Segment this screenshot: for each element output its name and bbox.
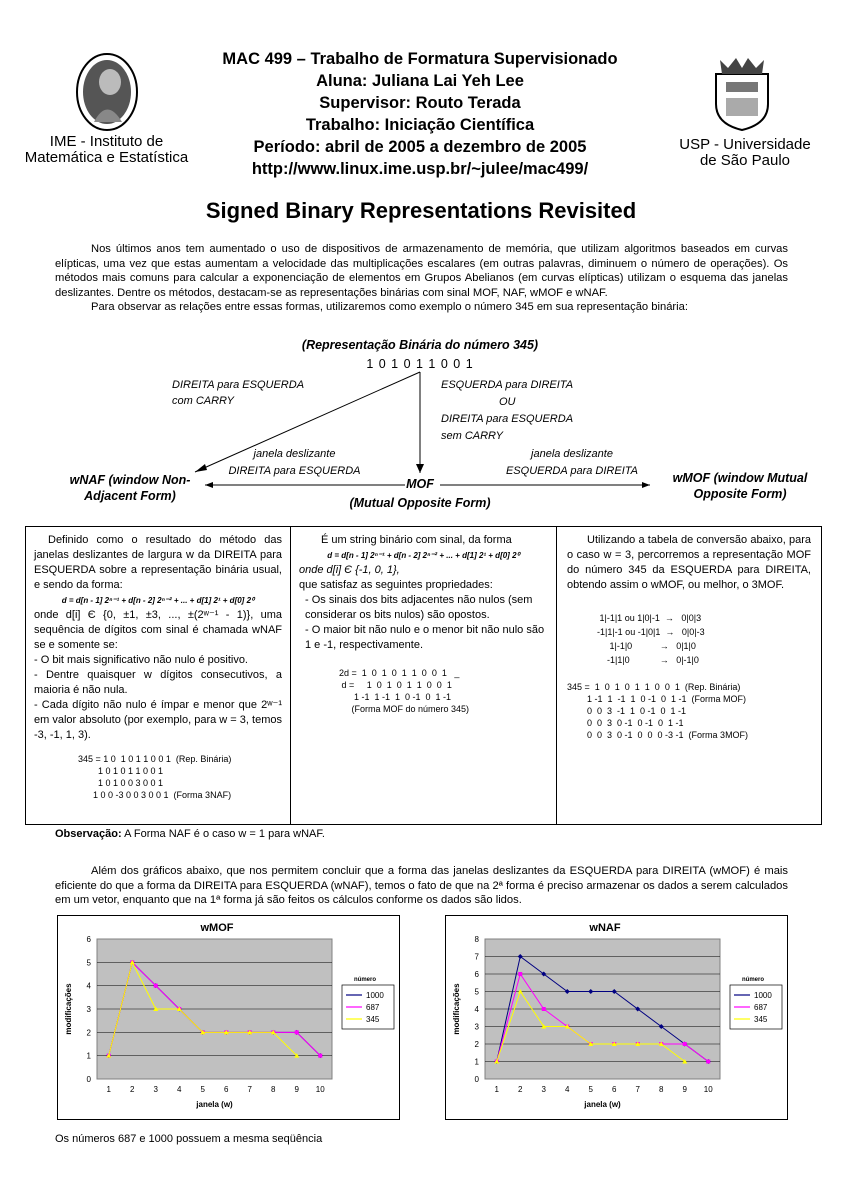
legend-label: 345 [366, 1015, 380, 1024]
mof-definition: É um string binário com sinal, da forma d = d[n - 1] 2ⁿ⁻¹ + d[n - 2] 2ⁿ⁻² + ... + d[1] 2¹ + d[0] 2⁰ onde d[i] Є {-1, 0, 1}, que satisfaz as seguintes propriedades: - Os sinais dos bits adjacentes não nulos (sem considerar os bits nulos) são opostos. - O maior bit não nulo e o menor bit não nulo são 1 e -1, respectivamente. 2d = 1 0 1 0 1 1 0 0 1 _ d = 1 0 1 0 1 1 0 0 1 1 -1 1 -1 1 0 -1 0 1 -1 (Forma MOF do número 345) [291, 533, 556, 715]
data-point-687 [318, 1054, 322, 1058]
right-window-label: janela deslizante ESQUERDA para DIREITA [505, 448, 639, 477]
x-tick-label: 1 [494, 1085, 499, 1094]
legend-title: número [742, 977, 765, 983]
observation: Observação: A Forma NAF é o caso w = 1 para wNAF. [55, 828, 325, 840]
header-block [190, 48, 650, 180]
wnaf-node: wNAF (window Non- Adjacent Form) [69, 473, 191, 503]
intro-text [55, 242, 788, 315]
x-tick-label: 6 [224, 1085, 229, 1094]
x-tick-label: 5 [588, 1085, 593, 1094]
wnaf-definition: Definido como o resultado do método das janelas deslizantes de largura w da DIREITA para ESQUERDA sobre a representação binária usual, e sendo da forma: d = d[n - 1] 2ⁿ⁻¹ + d[n - 2] 2ⁿ⁻² + ... + d[1] 2¹ + d[0] 2⁰ onde d[i] Є {0, ±1, ±3, ..., ±(2ʷ⁻¹ - 1)}, uma sequência de dígitos com sinal é chamada wNAF se e somente se: - O bit mais significativo não nulo é positivo. - Dentre quaisquer w dígitos consecutivos, a maioria é não nula. - Cada dígito não nulo é ímpar e menor que 2ʷ⁻¹ em valor absoluto (por exemplo, para w = 3, temos -3, -1, 1, 3). 345 = 1 0 1 0 1 1 0 0 1 (Rep. Binária) 1 0 1 0 1 1 0 0 1 1 0 1 0 0 3 0 0 1 1 0 0 -3 0 0 3 0 0 1 (Forma 3NAF) [34, 534, 282, 800]
usp-crest-icon [706, 52, 778, 132]
period-line: Período: abril de 2005 a dezembro de 2005 [253, 138, 587, 156]
x-tick-label: 2 [130, 1085, 135, 1094]
x-tick-label: 8 [271, 1085, 276, 1094]
legend-label: 687 [754, 1003, 768, 1012]
y-tick-label: 4 [474, 1005, 479, 1014]
url-link[interactable]: http://www.linux.ime.usp.br/~julee/mac499/ [251, 160, 589, 178]
y-tick-label: 6 [474, 970, 479, 979]
y-tick-label: 2 [86, 1028, 91, 1038]
x-tick-label: 6 [612, 1085, 617, 1094]
y-tick-label: 2 [474, 1040, 479, 1049]
binary-345: 1 0 1 0 1 1 0 0 1 [366, 357, 474, 371]
conversion-table: 1|-1|1 ou 1|0|-1 → 0|0|3 -1|1|-1 ou -1|0|1 → 0|0|-3 1|-1|0 → 0|1|0 -1|1|0 → 0|-1|0 [597, 613, 705, 665]
course-title: MAC 499 – Trabalho de Formatura Supervisionado [222, 50, 618, 68]
chart-title: wNAF [589, 922, 621, 934]
x-tick-label: 4 [565, 1085, 570, 1094]
mof-example: 2d = 1 0 1 0 1 1 0 0 1 _ d = 1 0 1 0 1 1 0 0 1 1 -1 1 -1 1 0 -1 0 1 -1 (Forma MOF do número 345) [339, 668, 470, 714]
x-tick-label: 5 [200, 1085, 205, 1094]
y-tick-label: 3 [86, 1005, 91, 1014]
legend-label: 687 [366, 1003, 380, 1012]
x-tick-label: 4 [177, 1085, 182, 1094]
intro-paragraph-1: Nos últimos anos tem aumentado o uso de dispositivos de armazenamento de memória, que utilizam algoritmos baseados em curvas elípticas, uma vez que estas aumentam a velocidade das multiplicações escalares (em outras palavras, diminuem o número de operações). Os métodos mais comuns para calcular a exponenciação de elementos em Grupos Abelianos (em curvas elípticas) utilizam o esquema das janelas deslizantes. Dentre os métodos, destacam-se as representações binárias com sinal MOF, NAF, wMOF e wNAF. [55, 243, 788, 299]
x-tick-label: 10 [315, 1085, 325, 1094]
usp-logo [706, 52, 778, 132]
x-axis-label: janela (w) [584, 1100, 621, 1109]
y-tick-label: 1 [86, 1051, 91, 1061]
y-tick-label: 1 [474, 1057, 479, 1067]
supervisor-line: Supervisor: Routo Terada [319, 94, 521, 112]
y-axis-label: modificações [64, 983, 73, 1035]
definitions-box [25, 526, 822, 825]
y-tick-label: 7 [474, 952, 479, 962]
wmof-explanation: Utilizando a tabela de conversão abaixo, para o caso w = 3, percorremos a representação MOF do número 345 da ESQUERDA para DIREITA, obtendo assim o wMOF, ou melhor, o 3MOF. 1|-1|1 ou 1|0|-1 → 0|0|3 -1|1|-1 ou -1|0|1 → 0|0|-3 1|-1|0 → 0|1|0 -1|1|0 → 0|-1|0 345 = 1 0 1 0 1 1 0 0 1 (Rep. Binária) 1 -1 1 -1 1 0 -1 0 1 -1 (Forma MOF) 0 0 3 -1 1 0 -1 0 1 -1 0 0 3 0 -1 0 -1 0 1 -1 0 0 3 0 -1 0 0 0 -3 -1 (Forma 3MOF) [567, 534, 811, 740]
ime-caption: IME - Instituto de Matemática e Estatística [24, 133, 189, 166]
x-tick-label: 3 [153, 1085, 158, 1094]
x-tick-label: 7 [247, 1085, 252, 1094]
y-tick-label: 8 [474, 935, 479, 944]
y-tick-label: 3 [474, 1022, 479, 1032]
y-tick-label: 5 [474, 987, 479, 997]
mof-subtitle: (Mutual Opposite Form) [349, 496, 491, 510]
charts-paragraph: Além dos gráficos abaixo, que nos permitem concluir que a forma das janelas deslizantes da ESQUERDA para DIREITA (wMOF) é mais eficiente do que a forma da DIREITA para ESQUERDA (wNAF), temos o fato de que na 2ª forma é preciso armazenar os dados a serem calculados em um vetor, enquanto que na 1ª forma já são feitos os cálculos conforme os dados são lidos. [55, 865, 788, 907]
mof-node: MOF [406, 477, 434, 491]
3mof-example: 345 = 1 0 1 0 1 1 0 0 1 (Rep. Binária) 1 -1 1 -1 1 0 -1 0 1 -1 (Forma MOF) 0 0 3 -1 1 0 -1 0 1 -1 0 0 3 0 -1 0 -1 0 1 -1 0 0 3 0 -1 0 0 0 -3 -1 (Forma 3MOF) [567, 682, 749, 740]
data-point-687 [542, 1007, 546, 1011]
3naf-example: 345 = 1 0 1 0 1 1 0 0 1 (Rep. Binária) 1 0 1 0 1 1 0 0 1 1 0 1 0 0 3 0 0 1 1 0 0 -3 0 0 3 0 0 1 (Forma 3NAF) [78, 754, 232, 800]
data-point-687 [706, 1060, 710, 1064]
x-axis-label: janela (w) [196, 1100, 233, 1109]
legend-title: número [354, 977, 377, 983]
x-tick-label: 7 [635, 1085, 640, 1094]
student-line: Aluna: Juliana Lai Yeh Lee [316, 72, 524, 90]
y-tick-label: 0 [86, 1075, 91, 1084]
data-point-687 [154, 984, 158, 988]
work-line: Trabalho: Iniciação Científica [305, 116, 535, 134]
legend-label: 1000 [366, 991, 384, 1000]
chart-title: wMOF [200, 922, 234, 934]
x-tick-label: 3 [541, 1085, 546, 1094]
x-tick-label: 8 [659, 1085, 664, 1094]
legend-label: 1000 [754, 991, 772, 1000]
paper-title: Signed Binary Representations Revisited [205, 198, 637, 223]
right-branch-label: ESQUERDA para DIREITA OU DIREITA para ESQUERDA sem CARRY [441, 379, 574, 442]
wmof-chart [57, 915, 400, 1120]
y-tick-label: 5 [86, 958, 91, 968]
legend-label: 345 [754, 1015, 768, 1024]
left-branch-label: DIREITA para ESQUERDA com CARRY [172, 379, 305, 407]
y-tick-label: 0 [474, 1075, 479, 1084]
ime-logo [72, 52, 142, 132]
ime-emblem-icon [72, 52, 142, 132]
x-tick-label: 1 [106, 1085, 111, 1094]
x-tick-label: 10 [703, 1085, 713, 1094]
intro-paragraph-2: Para observar as relações entre essas formas, utilizaremos como exemplo o número 345 em sua representação binária: [91, 301, 688, 314]
diagram-top-label: (Representação Binária do número 345) [301, 338, 539, 352]
footer-note: Os números 687 e 1000 possuem a mesma seqüência [55, 1133, 323, 1145]
data-point-687 [295, 1030, 299, 1034]
y-tick-label: 6 [86, 935, 91, 944]
y-tick-label: 4 [86, 981, 91, 991]
x-tick-label: 9 [294, 1085, 299, 1094]
y-axis-label: modificações [452, 983, 461, 1035]
wmof-node: wMOF (window Mutual Opposite Form) [672, 471, 808, 501]
wnaf-chart [445, 915, 788, 1120]
data-point-687 [683, 1042, 687, 1046]
data-point-687 [518, 972, 522, 976]
usp-caption: USP - Universidade de São Paulo [679, 136, 811, 169]
left-window-label: janela deslizante DIREITA para ESQUERDA [228, 448, 361, 477]
x-tick-label: 9 [682, 1085, 687, 1094]
x-tick-label: 2 [518, 1085, 523, 1094]
